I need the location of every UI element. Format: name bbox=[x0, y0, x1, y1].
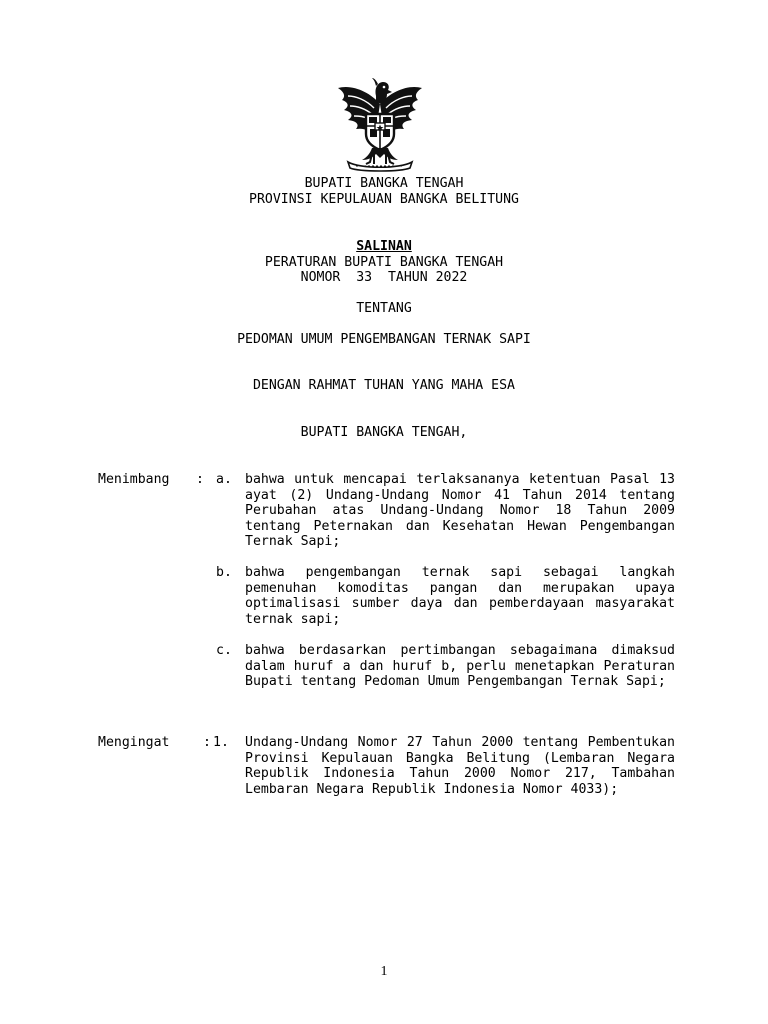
menimbang-item-b: bahwa pengembangan ternak sapi sebagai langkah pemenuhan komoditas pangan dan merupakan upaya optimalisasi sumber daya dan pemberdayaan masyarakat ternak sapi; bbox=[245, 565, 675, 627]
regulation-subject: PEDOMAN UMUM PENGEMBANGAN TERNAK SAPI bbox=[237, 332, 531, 347]
tentang-label: TENTANG bbox=[356, 301, 412, 316]
province-heading: PROVINSI KEPULAUAN BANGKA BELITUNG bbox=[249, 192, 519, 207]
menimbang-marker-b: b. bbox=[216, 565, 232, 580]
menimbang-item-a: bahwa untuk mencapai terlaksananya ketentuan Pasal 13 ayat (2) Undang-Undang Nomor 41 Tahun 2014 tentang Perubahan atas Undang-Undang Nomor 18 Tahun 2009 tentang Peternakan dan Kesehatan Hewan Pengembangan Ternak Sapi; bbox=[245, 472, 675, 550]
mengingat-colon: : bbox=[203, 735, 211, 750]
menimbang-marker-a: a. bbox=[216, 472, 232, 487]
mengingat-label: Mengingat bbox=[98, 735, 170, 750]
menimbang-label: Menimbang bbox=[98, 472, 170, 487]
menimbang-item-c: bahwa berdasarkan pertimbangan sebagaimana dimaksud dalam huruf a dan huruf b, perlu menetapkan Peraturan Bupati tentang Pedoman Umum Pengembangan Ternak Sapi; bbox=[245, 643, 675, 690]
salinan-text: SALINAN bbox=[356, 239, 412, 254]
page-number: 1 bbox=[380, 964, 388, 979]
menimbang-colon: : bbox=[196, 472, 204, 487]
regulation-title: PERATURAN BUPATI BANGKA TENGAH bbox=[264, 255, 504, 270]
issuer-heading: BUPATI BANGKA TENGAH bbox=[304, 176, 464, 191]
menimbang-marker-c: c. bbox=[216, 643, 232, 658]
regulation-number: NOMOR 33 TAHUN 2022 bbox=[300, 270, 468, 285]
mengingat-marker-1: 1. bbox=[213, 735, 229, 750]
issuer-line: BUPATI BANGKA TENGAH, bbox=[300, 425, 468, 440]
garuda-emblem-icon bbox=[330, 74, 430, 172]
mengingat-item-1: Undang-Undang Nomor 27 Tahun 2000 tentang Pembentukan Provinsi Kepulauan Bangka Belitung (Lembaran Negara Republik Indonesia Tahun 2000 Nomor 217, Tambahan Lembaran Negara Republik Indonesia Nomor 4033); bbox=[245, 735, 675, 797]
salinan-label bbox=[0, 239, 768, 255]
blessing-line: DENGAN RAHMAT TUHAN YANG MAHA ESA bbox=[252, 378, 515, 393]
